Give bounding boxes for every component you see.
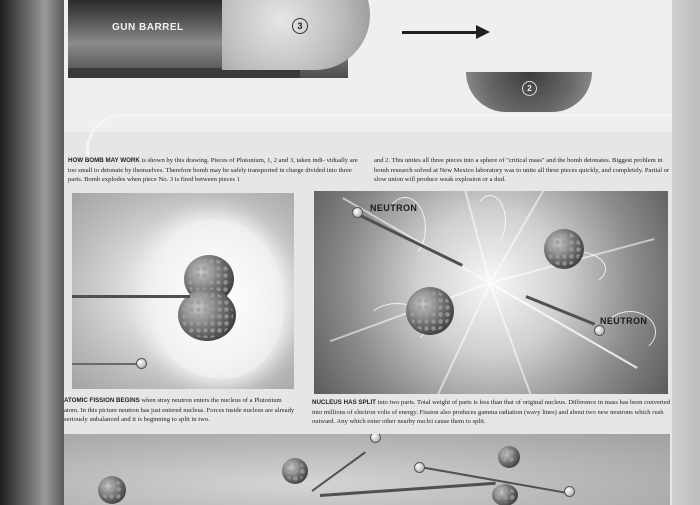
caption-fission-text: when stray neutron enters the nucleus of a Plutonium atom. In this picture neutron has just entered nucleus. Forces inside nucleus are already seriously unbalanced and it is beginning to split in two. [64, 397, 295, 424]
caption-how-bomb-works [64, 156, 670, 186]
arrow-shaft [402, 31, 480, 34]
neutron-label-top: NEUTRON [370, 203, 418, 213]
gun-barrel-label: GUN BARREL [112, 22, 184, 33]
paper [64, 0, 700, 505]
neutron-track [320, 482, 496, 497]
caption-split-text: into two parts. Total weight of parts is less than that of original nucleus. Difference in mass has been converted into millions of electron volts of energy. Fission also produces gamma radiation (wavy lines) and about two new neutrons which rush outward. Any which enter other nearby nuclei cause them to split. [312, 399, 671, 426]
caption-top-left-text: is shown by this drawing. Pieces of Plutonium, 1, 2 and 3, taken indi- vidually are too small to detonate by themselves. Therefore bomb may be safely transported in charge divided into three parts. Bomb explodes when piece No. 3 is fired between pieces 1 [68, 157, 358, 183]
book-binding [0, 0, 64, 505]
page-edge [672, 0, 700, 505]
caption-split-lead: NUCLEUS HAS SPLIT [312, 399, 376, 406]
neutron-top [352, 207, 363, 218]
fission-fragment-upper [544, 229, 584, 269]
gamma-wavy-line [474, 195, 506, 247]
arrow-right-icon [476, 25, 490, 39]
bomb-diagram [64, 0, 700, 132]
nucleus [98, 476, 126, 504]
caption-top-left [68, 156, 364, 185]
caption-nucleus-split [312, 398, 672, 427]
photo-glare [86, 114, 700, 159]
neutron-path [72, 295, 190, 298]
stray-neutron [136, 358, 147, 369]
nucleus [492, 484, 518, 505]
neutron [564, 486, 575, 497]
neutron-track [311, 451, 366, 491]
neutron-right [594, 325, 605, 336]
nucleus-split-illustration [314, 191, 668, 394]
piece-3-number: 3 [292, 18, 308, 34]
neutron-trail [72, 363, 140, 365]
nucleus [282, 458, 308, 484]
caption-fission-begins [64, 396, 298, 425]
caption-top-lead: HOW BOMB MAY WORK [68, 157, 140, 164]
caption-fission-lead: ATOMIC FISSION BEGINS [64, 397, 140, 404]
piece-2-number: 2 [522, 81, 537, 96]
caption-top-right: and 2. This unites all three pieces into a sphere of "critical mass" and the bomb detonates. Biggest problem in bomb research solved at New Mexico laboratory was to unite all three pieces quickly, and completely. Partial or slow union will produce weak explosion or a dud. [374, 157, 670, 183]
fission-begins-illustration [72, 193, 294, 389]
neutron [370, 434, 381, 443]
fission-fragment-lower [406, 287, 454, 335]
chain-reaction-illustration [64, 434, 670, 505]
neutron [414, 462, 425, 473]
neutron-label-right: NEUTRON [600, 316, 648, 326]
nucleus [498, 446, 520, 468]
